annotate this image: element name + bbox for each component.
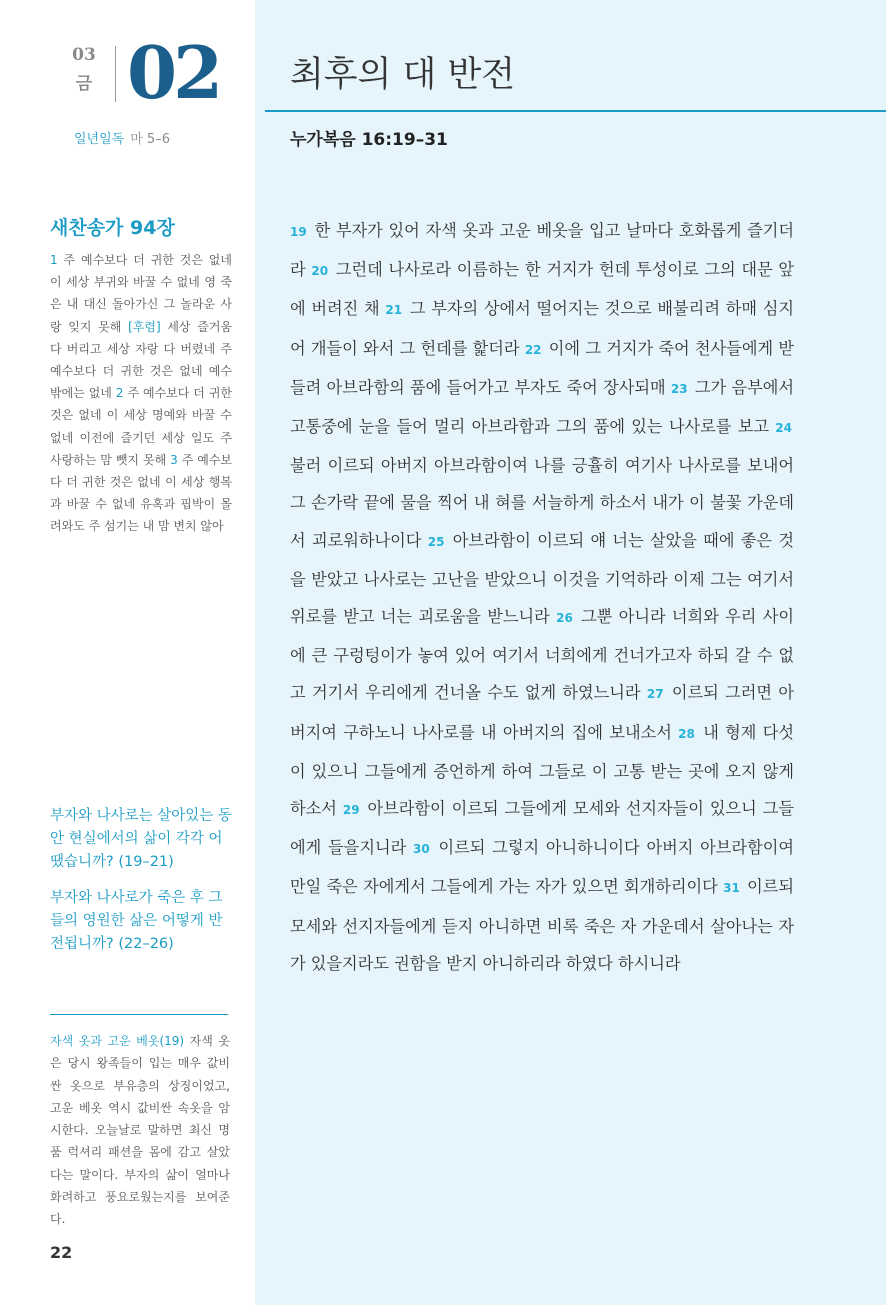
verse-text: 그 부자의 상에서 떨어지는 것으로 배불리려 하매 심지어 개들이 와서 그 헌데를 핥더라 [290, 299, 794, 358]
scripture-panel [255, 0, 886, 1305]
verse-text: 불러 이르되 아버지 아브라함이여 나를 긍휼히 여기사 나사로를 보내어 그 손가락 끝에 물을 찍어 내 혀를 서늘하게 하소서 내가 이 불꽃 가운데서 괴로워하나이다 [290, 456, 794, 550]
verse-number: 28 [678, 726, 695, 741]
verse-number: 31 [723, 881, 740, 896]
verse-text: 이르되 그렇지 아니하니이다 아버지 아브라함이여 만일 죽은 자에게서 그들에게 가는 자가 있으면 회개하리이다 [290, 838, 794, 897]
verse-text: 그뿐 아니라 너희와 우리 사이에 큰 구렁텅이가 놓여 있어 여기서 너희에게 건너가고자 하되 갈 수 없고 거기서 우리에게 건너올 수도 없게 하였느니라 [290, 607, 794, 703]
note-divider [50, 1014, 228, 1015]
date-day: 02 [127, 30, 220, 115]
reflection-question: 부자와 나사로는 살아있는 동안 현실에서의 삶이 각각 어땠습니까? (19–21) [50, 808, 232, 870]
hymn-verse-text: 주 예수보다 더 귀한 것은 없네 이 세상 행복과 바꿀 수 없네 유혹과 핍박이 몰려와도 주 섬기는 내 맘 변치 않아 [50, 452, 233, 534]
title-underline [265, 110, 886, 112]
word-note [50, 1030, 230, 1231]
left-sidebar [0, 0, 255, 1305]
hymn-lyrics [50, 249, 232, 538]
hymn-chorus-label: [후렴] [128, 319, 161, 334]
hymn-chorus-text: 세상 즐거움 다 버리고 세상 자랑 다 버렸네 주 예수보다 더 귀한 것은 없네 예수 밖에는 없네 [50, 319, 233, 401]
verse-text: 내 형제 다섯이 있으니 그들에게 증언하게 하여 그들로 이 고통 받는 곳에 오지 않게 하소서 [290, 722, 794, 819]
reading-plan [74, 131, 170, 149]
verse-text: 그가 음부에서 고통중에 눈을 들어 멀리 아브라함과 그의 품에 있는 나사로를 보고 [290, 377, 794, 437]
verse-number: 30 [413, 842, 430, 857]
date-weekday: 금 [75, 74, 93, 94]
verse-number: 23 [670, 381, 688, 396]
verse-text: 그런데 나사로라 이름하는 한 거지가 헌데 투성이로 그의 대문 앞에 버려진 채 [290, 260, 794, 319]
date-month-weekday [68, 44, 100, 96]
verse-number: 22 [524, 342, 542, 357]
reading-plan-ref: 마 5–6 [130, 132, 170, 147]
scripture-text [290, 212, 794, 982]
verse-text: 이르되 그러면 아버지여 구하노니 나사로를 내 아버지의 집에 보내소서 [290, 683, 794, 742]
hymn-verse-number: 1 [50, 253, 58, 267]
verse-number: 27 [646, 687, 664, 702]
verse-text: 이에 그 거지가 죽어 천사들에게 받들려 아브라함의 품에 들어가고 부자도 죽어 장사되매 [290, 338, 794, 397]
verse-number: 26 [556, 611, 573, 626]
verse-text: 아브라함이 이르되 그들에게 모세와 선지자들이 있으니 그들에게 들을지니라 [290, 799, 794, 858]
verse-number: 29 [342, 803, 360, 818]
date-divider [115, 46, 116, 102]
page-title: 최후의 대 반전 [290, 55, 516, 95]
hymn-title: 새찬송가 94장 [50, 217, 175, 239]
verse-number: 24 [775, 421, 792, 436]
reading-plan-label: 일년일독 [74, 132, 125, 147]
verse-text: 이르되 모세와 선지자들에게 듣지 아니하면 비록 죽은 자 가운데서 살아나는 자가 있을지라도 권함을 받지 아니하리라 하였다 하시니라 [290, 877, 794, 973]
verse-text: 아브라함이 이르되 얘 너는 살았을 때에 좋은 것을 받았고 나사로는 고난을 받았으니 이것을 기억하라 이제 그는 여기서 위로를 받고 너는 괴로움을 받느니라 [290, 530, 794, 627]
word-note-text: 자색 옷은 당시 왕족들이 입는 매우 값비싼 옷으로 부유층의 상징이었고, 고운 베옷 역시 값비싼 속옷을 암시한다. 오늘날로 말하면 최신 명품 럭셔리 패션을 몸에 감고 살았다는 말이다. 부자의 삶이 얼마나 화려하고 풍요로웠는지를 보여준다. [50, 1034, 230, 1227]
date-month: 03 [72, 45, 96, 65]
reflection-questions [50, 805, 232, 969]
word-note-term: 자색 옷과 고운 베옷(19) [50, 1034, 185, 1048]
verse-text: 한 부자가 있어 자색 옷과 고운 베옷을 입고 날마다 호화롭게 즐기더라 [290, 221, 795, 280]
passage-reference: 누가복음 16:19–31 [290, 130, 448, 150]
verse-number: 25 [427, 534, 445, 549]
verse-number: 21 [385, 303, 403, 318]
hymn-verse-number: 3 [170, 452, 178, 467]
hymn-verse-number: 2 [115, 386, 124, 401]
hymn-verse-text: 주 예수보다 더 귀한 것은 없네 이 세상 명예와 바꿀 수 없네 이전에 즐기던 세상 일도 주 사랑하는 맘 뺏지 못해 [50, 386, 233, 467]
page-number: 22 [50, 1243, 73, 1262]
verse-number: 20 [311, 264, 329, 279]
reflection-question: 부자와 나사로가 죽은 후 그들의 영원한 삶은 어떻게 반전됩니까? (22–26) [50, 890, 223, 952]
hymn-verse-text: 주 예수보다 더 귀한 것은 없네 이 세상 부귀와 바꿀 수 없네 영 죽은 내 대신 돌아가신 그 놀라운 사랑 잊지 못해 [50, 253, 232, 334]
verse-number: 19 [290, 225, 307, 239]
